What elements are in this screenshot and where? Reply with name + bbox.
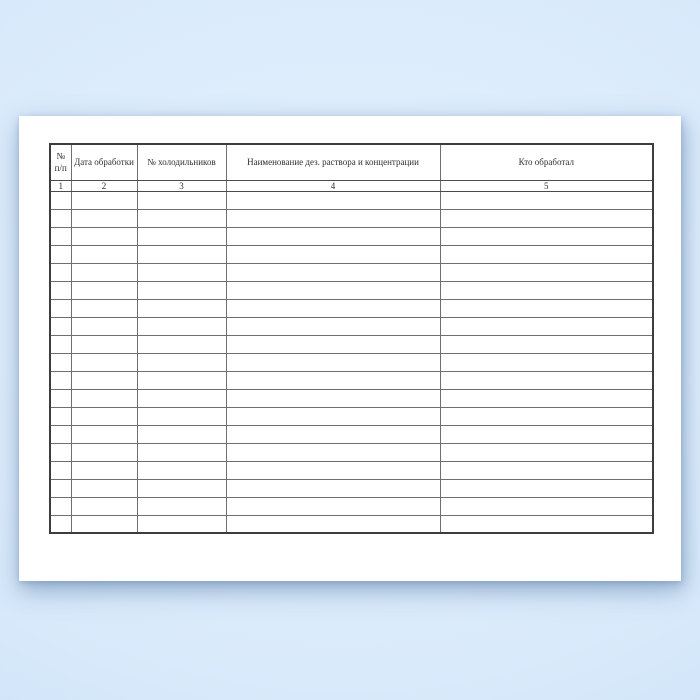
empty-cell: [226, 497, 440, 515]
empty-cell: [50, 227, 71, 245]
empty-cell: [50, 407, 71, 425]
disinfection-log-table: [49, 143, 654, 534]
empty-cell: [226, 443, 440, 461]
empty-cell: [71, 425, 137, 443]
empty-cell: [137, 407, 226, 425]
table-row: [50, 263, 653, 281]
log-table-body: [50, 191, 653, 533]
empty-cell: [137, 461, 226, 479]
table-row: [50, 497, 653, 515]
table-row: [50, 191, 653, 209]
column-header-fridge-number: № холодильников: [137, 144, 226, 180]
empty-cell: [137, 425, 226, 443]
empty-cell: [226, 245, 440, 263]
empty-cell: [50, 281, 71, 299]
empty-cell: [440, 245, 653, 263]
empty-cell: [50, 515, 71, 533]
table-row: [50, 443, 653, 461]
empty-cell: [71, 497, 137, 515]
empty-cell: [71, 371, 137, 389]
table-row: [50, 515, 653, 533]
empty-cell: [440, 515, 653, 533]
empty-cell: [71, 479, 137, 497]
empty-cell: [440, 443, 653, 461]
empty-cell: [137, 353, 226, 371]
table-row: [50, 371, 653, 389]
column-number-2: 2: [71, 180, 137, 191]
empty-cell: [440, 317, 653, 335]
empty-cell: [137, 227, 226, 245]
empty-cell: [137, 335, 226, 353]
table-row: [50, 461, 653, 479]
column-number-4: 4: [226, 180, 440, 191]
empty-cell: [71, 245, 137, 263]
empty-cell: [71, 317, 137, 335]
empty-cell: [226, 371, 440, 389]
empty-cell: [50, 497, 71, 515]
empty-cell: [137, 497, 226, 515]
table-row: [50, 281, 653, 299]
table-row: [50, 209, 653, 227]
empty-cell: [440, 389, 653, 407]
empty-cell: [226, 425, 440, 443]
empty-cell: [440, 407, 653, 425]
empty-cell: [71, 515, 137, 533]
table-row: [50, 317, 653, 335]
empty-cell: [137, 389, 226, 407]
empty-cell: [226, 227, 440, 245]
empty-cell: [71, 263, 137, 281]
column-number-3: 3: [137, 180, 226, 191]
empty-cell: [50, 389, 71, 407]
empty-cell: [71, 227, 137, 245]
empty-cell: [50, 371, 71, 389]
column-header-solution: Наименование дез. раствора и концентрации: [226, 144, 440, 180]
empty-cell: [50, 461, 71, 479]
empty-cell: [137, 515, 226, 533]
empty-cell: [50, 425, 71, 443]
empty-cell: [226, 299, 440, 317]
empty-cell: [137, 479, 226, 497]
column-header-date: Дата обработки: [71, 144, 137, 180]
empty-cell: [440, 209, 653, 227]
empty-cell: [71, 191, 137, 209]
empty-cell: [226, 335, 440, 353]
empty-cell: [50, 353, 71, 371]
column-number-1: 1: [50, 180, 71, 191]
empty-cell: [50, 245, 71, 263]
table-row: [50, 479, 653, 497]
empty-cell: [440, 191, 653, 209]
empty-cell: [71, 209, 137, 227]
empty-cell: [50, 317, 71, 335]
empty-cell: [440, 263, 653, 281]
column-header-npp: № п/п: [50, 144, 71, 180]
empty-cell: [71, 335, 137, 353]
empty-cell: [50, 335, 71, 353]
empty-cell: [71, 281, 137, 299]
empty-cell: [137, 245, 226, 263]
empty-cell: [50, 191, 71, 209]
empty-cell: [50, 479, 71, 497]
empty-cell: [440, 227, 653, 245]
empty-cell: [71, 461, 137, 479]
document-page: [19, 116, 681, 581]
table-header-row: [50, 144, 653, 180]
empty-cell: [440, 335, 653, 353]
empty-cell: [71, 299, 137, 317]
empty-cell: [226, 317, 440, 335]
empty-cell: [440, 479, 653, 497]
empty-cell: [137, 371, 226, 389]
empty-cell: [137, 443, 226, 461]
empty-cell: [71, 353, 137, 371]
empty-cell: [226, 353, 440, 371]
column-header-processed-by: Кто обработал: [440, 144, 653, 180]
empty-cell: [226, 389, 440, 407]
column-number-row: [50, 180, 653, 191]
table-row: [50, 407, 653, 425]
empty-cell: [226, 191, 440, 209]
empty-cell: [50, 209, 71, 227]
empty-cell: [226, 479, 440, 497]
empty-cell: [71, 443, 137, 461]
empty-cell: [440, 371, 653, 389]
empty-cell: [440, 461, 653, 479]
empty-cell: [440, 281, 653, 299]
empty-cell: [226, 263, 440, 281]
table-row: [50, 227, 653, 245]
empty-cell: [50, 299, 71, 317]
empty-cell: [226, 515, 440, 533]
empty-cell: [440, 497, 653, 515]
empty-cell: [137, 299, 226, 317]
empty-cell: [71, 389, 137, 407]
empty-cell: [71, 407, 137, 425]
empty-cell: [440, 299, 653, 317]
empty-cell: [137, 317, 226, 335]
table-row: [50, 425, 653, 443]
table-row: [50, 389, 653, 407]
empty-cell: [50, 263, 71, 281]
table-row: [50, 245, 653, 263]
empty-cell: [137, 281, 226, 299]
empty-cell: [137, 191, 226, 209]
empty-cell: [440, 353, 653, 371]
empty-cell: [226, 461, 440, 479]
table-row: [50, 335, 653, 353]
empty-cell: [137, 263, 226, 281]
empty-cell: [50, 443, 71, 461]
empty-cell: [226, 209, 440, 227]
table-row: [50, 299, 653, 317]
empty-cell: [440, 425, 653, 443]
empty-cell: [137, 209, 226, 227]
empty-cell: [226, 407, 440, 425]
table-row: [50, 353, 653, 371]
empty-cell: [226, 281, 440, 299]
column-number-5: 5: [440, 180, 653, 191]
